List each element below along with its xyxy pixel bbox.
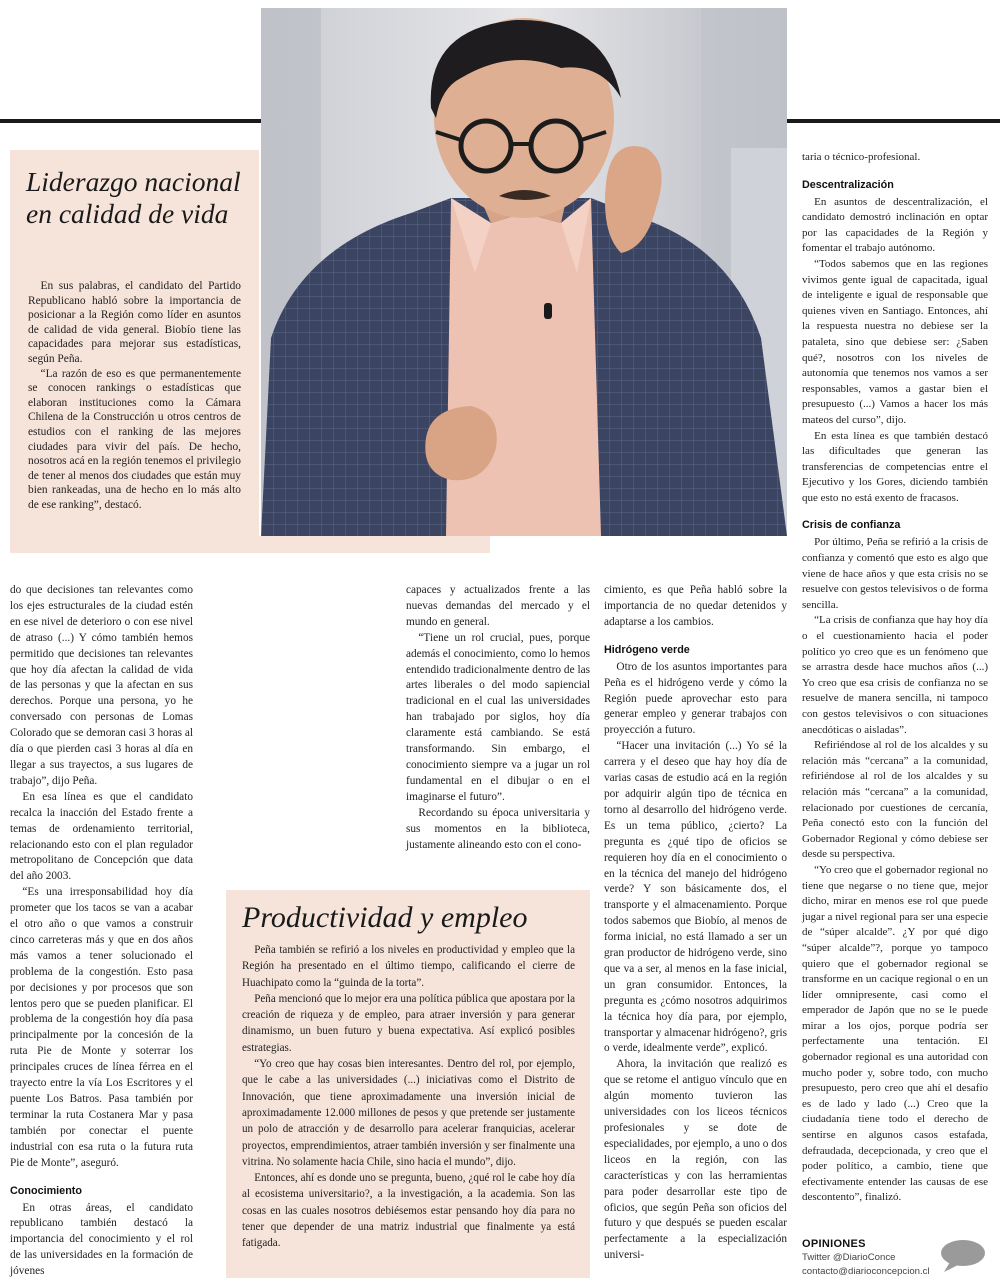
column-2	[406, 583, 590, 853]
paragraph: En sus palabras, el candidato del Partido Republicano habló sobre la importancia de posicionar a la Región como líder en asuntos de calidad de vida general. Biobío tiene las capacidades para mejorar sus estadísticas, según Peña.	[28, 280, 241, 365]
paragraph: Peña también se refirió a los niveles en productividad y empleo que la Región ha presentado en el último tiempo, calificando el cierre de Huachipato como la “guinda de la torta”.	[242, 944, 575, 989]
paragraph: Entonces, ahí es donde uno se pregunta, bueno, ¿qué rol le cabe hoy día al ecosistema universitario?, a la investigación, a la academia. Son las cosas en las cuales nosotros debiésemos estar pensando hoy día para no tener que depender de una matriz industrial que finalmente ya está fatigada.	[242, 1172, 575, 1250]
opiniones-label: OPINIONES	[802, 1238, 866, 1250]
section-heading: Conocimiento	[10, 1184, 82, 1197]
candidate-photo-image	[261, 8, 787, 536]
paragraph: En esta línea es que también destacó las dificultades que generan las transferencias de competencias entre el Ejecutivo y los Gores, diciendo también que esto no está exento de fracasos.	[802, 429, 988, 504]
paragraph: “La razón de eso es que permanentemente se conocen rankings o estadísticas que elaboran instituciones como la Cámara Chilena de la Construcción u otros centros de estudios con el ranking de las mejores ciudades para vivir del país. De hecho, nosotros acá en la región tenemos el privilegio de tener al menos dos ciudades que están muy bien rankeadas, una de hecho en lo más alto de ese ranking”, destacó.	[28, 367, 241, 511]
paragraph: En esa línea es que el candidato recalca la inacción del Estado frente a temas de ordenamiento territorial, relacionando esto con el plan regulador metropolitano de Concepción que data del año 2003.	[10, 790, 193, 883]
paragraph: Recordando su época universitaria y sus momentos en la biblioteca, justamente alineando esto con el cono-	[406, 806, 590, 851]
paragraph: “Yo creo que hay cosas bien interesantes. Dentro del rol, por ejemplo, que le cabe a las universidades (...) iniciativas como el Distrito de Innovación, que tiene aproximadamente una inversión inicial de aproximadamente 12.000 millones de pesos y que pretende ser justamente un polo de atracción y de desarrollo para acelerar franquicias, acelerar proyectos, emprendimientos, atraer también inversión y ser finalmente una vitrina. No solamente hacia Chile, sino hacia el mundo”, dijo.	[242, 1058, 575, 1168]
paragraph: Ahora, la invitación que realizó es que se retome el antiguo vínculo que en algún momento tuvieron las universidades con los liceos técnicos profesionales y se dote de especialidades, por ejemplo, a uno o dos liceos en la región, con las características y con las herramientas para poder desarrollar este tipo de oficios, que según Peña son oficios del futuro y que después se pueden escalar perfectamente a la especialización universi-	[604, 1058, 787, 1262]
paragraph: Otro de los asuntos importantes para Peña es el hidrógeno verde y cómo la Región puede aprovechar esto para generar empleo y generar trabajos con proyección a futuro.	[604, 660, 787, 737]
calidad-de-vida-box-bottom	[10, 536, 490, 553]
contact-email[interactable]: contacto@diarioconcepcion.cl	[802, 1266, 930, 1277]
section-heading: Crisis de confianza	[802, 519, 901, 532]
calidad-de-vida-text	[28, 279, 241, 513]
productividad-title: Productividad y empleo	[242, 901, 528, 934]
section-heading: Descentralización	[802, 178, 894, 191]
column-4	[802, 150, 988, 1206]
calidad-de-vida-title: Liderazgo nacional en calidad de vida	[26, 166, 241, 229]
column-3	[604, 583, 787, 1264]
paragraph: cimiento, es que Peña habló sobre la importancia de no quedar detenidos y adaptarse a los cambios.	[604, 584, 787, 628]
productividad-text	[242, 942, 575, 1252]
paragraph: capaces y actualizados frente a las nuevas demandas del mercado y el mundo en general.	[406, 584, 590, 628]
speech-bubble-icon	[938, 1238, 986, 1274]
twitter-handle[interactable]: Twitter @DiarioConce	[802, 1252, 896, 1263]
section-heading: Hidrógeno verde	[604, 643, 690, 656]
paragraph: “Hacer una invitación (...) Yo sé la carrera y el deseo que hay hoy día de varias casas de estudio acá en la región por adquirir algún tipo de técnica en torno al desarrollo del hidrógeno verde. Es un tema público, ¿cierto? La pregunta es ¿qué tipo de oficios se requieren hoy día en el conocimiento o en la técnica del manejo del hidrógeno verde? Y son básicamente dos, el transporte y el almacenamiento. Porque todos sabemos que Biobío, al menos de forma inicial, no está llamado a ser un gran productor de hidrógeno verde, sino que va a ser, al menos en la fase inicial, un gran consumidor. Entonces, la pregunta es ¿cómo nosotros adquirimos la técnica hoy día para, por ejemplo, transportar y almacenar hidrógeno?, gris o verde, idealmente verde”, explicó.	[604, 740, 787, 1055]
candidate-photo	[261, 8, 787, 536]
paragraph: “Es una irresponsabilidad hoy día prometer que los tacos se van a acabar el otro año o que vamos a construir cinco carreteras más y que en dos años más vamos a tener solucionado el problema de la congestión. Esto pasa por decisiones y por procesos que son lentos pero que se pueden planificar. El problema de la congestión hoy día pasa principalmente por la concesión de la ruta Pie de Monte y soterrar los principales cruces de línea férrea en el trayecto entre la vía Los Escritores y el puente Los Batros. Pasa también por terminar la ruta Costanera Mar y pasa también por conectar el puente industrial con esa ruta o la futura ruta Pie de Monte”, aseguró.	[10, 886, 193, 1169]
paragraph: En asuntos de descentralización, el candidato demostró inclinación en optar por las capacidades de la Región y fomentar el trabajo autónomo.	[802, 195, 988, 255]
paragraph: “La crisis de confianza que hay hoy día o el cuestionamiento hacia el poder político yo creo que es un fenómeno que se arrastra desde hace muchos años (...) Yo creo que esa crisis de confianza no se resuelve de manera sencilla, ni tampoco con gestos televisivos o con situaciones anecdóticas o aisladas”.	[802, 614, 988, 736]
paragraph: Peña mencionó que lo mejor era una política pública que apostara por la creación de riqueza y de empleo, para atraer inversión y para generar dinamismo, un buen futuro y buena expectativa. Así explicó posibles estrategias.	[242, 992, 575, 1054]
column-1	[10, 583, 193, 1280]
paragraph: “Todos sabemos que en las regiones vivimos gente igual de capacitada, igual de inteligente e igual de responsable que quienes viven en Santiago. Entonces, ahí la respuesta nuestra no debiese ser la pataleta, sino que debiese ser: ¿Saben qué?, nosotros con los niveles de autonomía que tenemos nos vamos a ser responsables, vamos a gastar bien el presupuesto (...) Vamos a hacer los más mateos del curso”, dijo.	[802, 257, 988, 426]
paragraph: En otras áreas, el candidato republicano también destacó la importancia del conocimiento y el rol de las universidades en la formación de jóvenes	[10, 1201, 193, 1278]
paragraph: Por último, Peña se refirió a la crisis de confianza y comentó que esto es algo que viene de hace años y que esta crisis no se resuelve con gestos televisivos o de forma sencilla.	[802, 536, 988, 611]
paragraph: “Tiene un rol crucial, pues, porque además el conocimiento, como lo hemos entendido tradicionalmente dentro de las artes liberales o del modo sapiencial tradicional en el cual las universidades han trabajado por siglos, hoy día claramente está cambiando. Se está transformando. Sin embargo, el conocimiento siempre va a jugar un rol fundamental en el dibujar o en el imaginarse el futuro”.	[406, 631, 590, 803]
paragraph: do que decisiones tan relevantes como los ejes estructurales de la ciudad estén en ese nivel de deterioro o con ese nivel de atraso (...) Y cómo también hemos permitido que decisiones tan relevantes que hoy día afectan la calidad de vida de las personas y que la afectan en sus derechos. Porque una persona, yo he conversado con personas de Lomas Colorado que se demoran casi 3 horas al día o que pierden casi 3 horas al día en llegar a sus trayectos, a sus lugares de trabajo”, dijo Peña.	[10, 584, 193, 787]
paragraph: taria o técnico-profesional.	[802, 151, 921, 163]
paragraph: Refiriéndose al rol de los alcaldes y su relación más “cercana” a la comunidad, refiriéndose al rol de los alcaldes y su relación más “cercana” a la comunidad, relacionado por cuestiones de cercanía, Peña conectó esto con la función del Gobernador Regional y cómo debiese ser desde su perspectiva.	[802, 739, 988, 861]
paragraph: “Yo creo que el gobernador regional no tiene que negarse o no tiene que, mejor dicho, mirar en menos ese rol que puede jugar a nivel regional para ser una especie de “súper alcalde”. ¿Y por qué digo “súper alcalde”?, porque yo tampoco quiero que el gobernador regional se transforme en un cacique regional o en un líder omnipresente, casi como el emperador de Japón que no se le puede mirar a los ojos, porque podría ser perfectamente una tentación. El gobernador regional es una autoridad con mucho poder y, sobre todo, con mucho presupuesto, pero creo que ahí el desafío es de lado y lado (...) Creo que la ciudadanía tiene todo el derecho de sentirse en algunos casos estafada, defraudada, decepcionada, y creo que el poder político, a cambio, tiene que efectivamente entender las causas de ese descontento”, finalizó.	[802, 863, 988, 1204]
